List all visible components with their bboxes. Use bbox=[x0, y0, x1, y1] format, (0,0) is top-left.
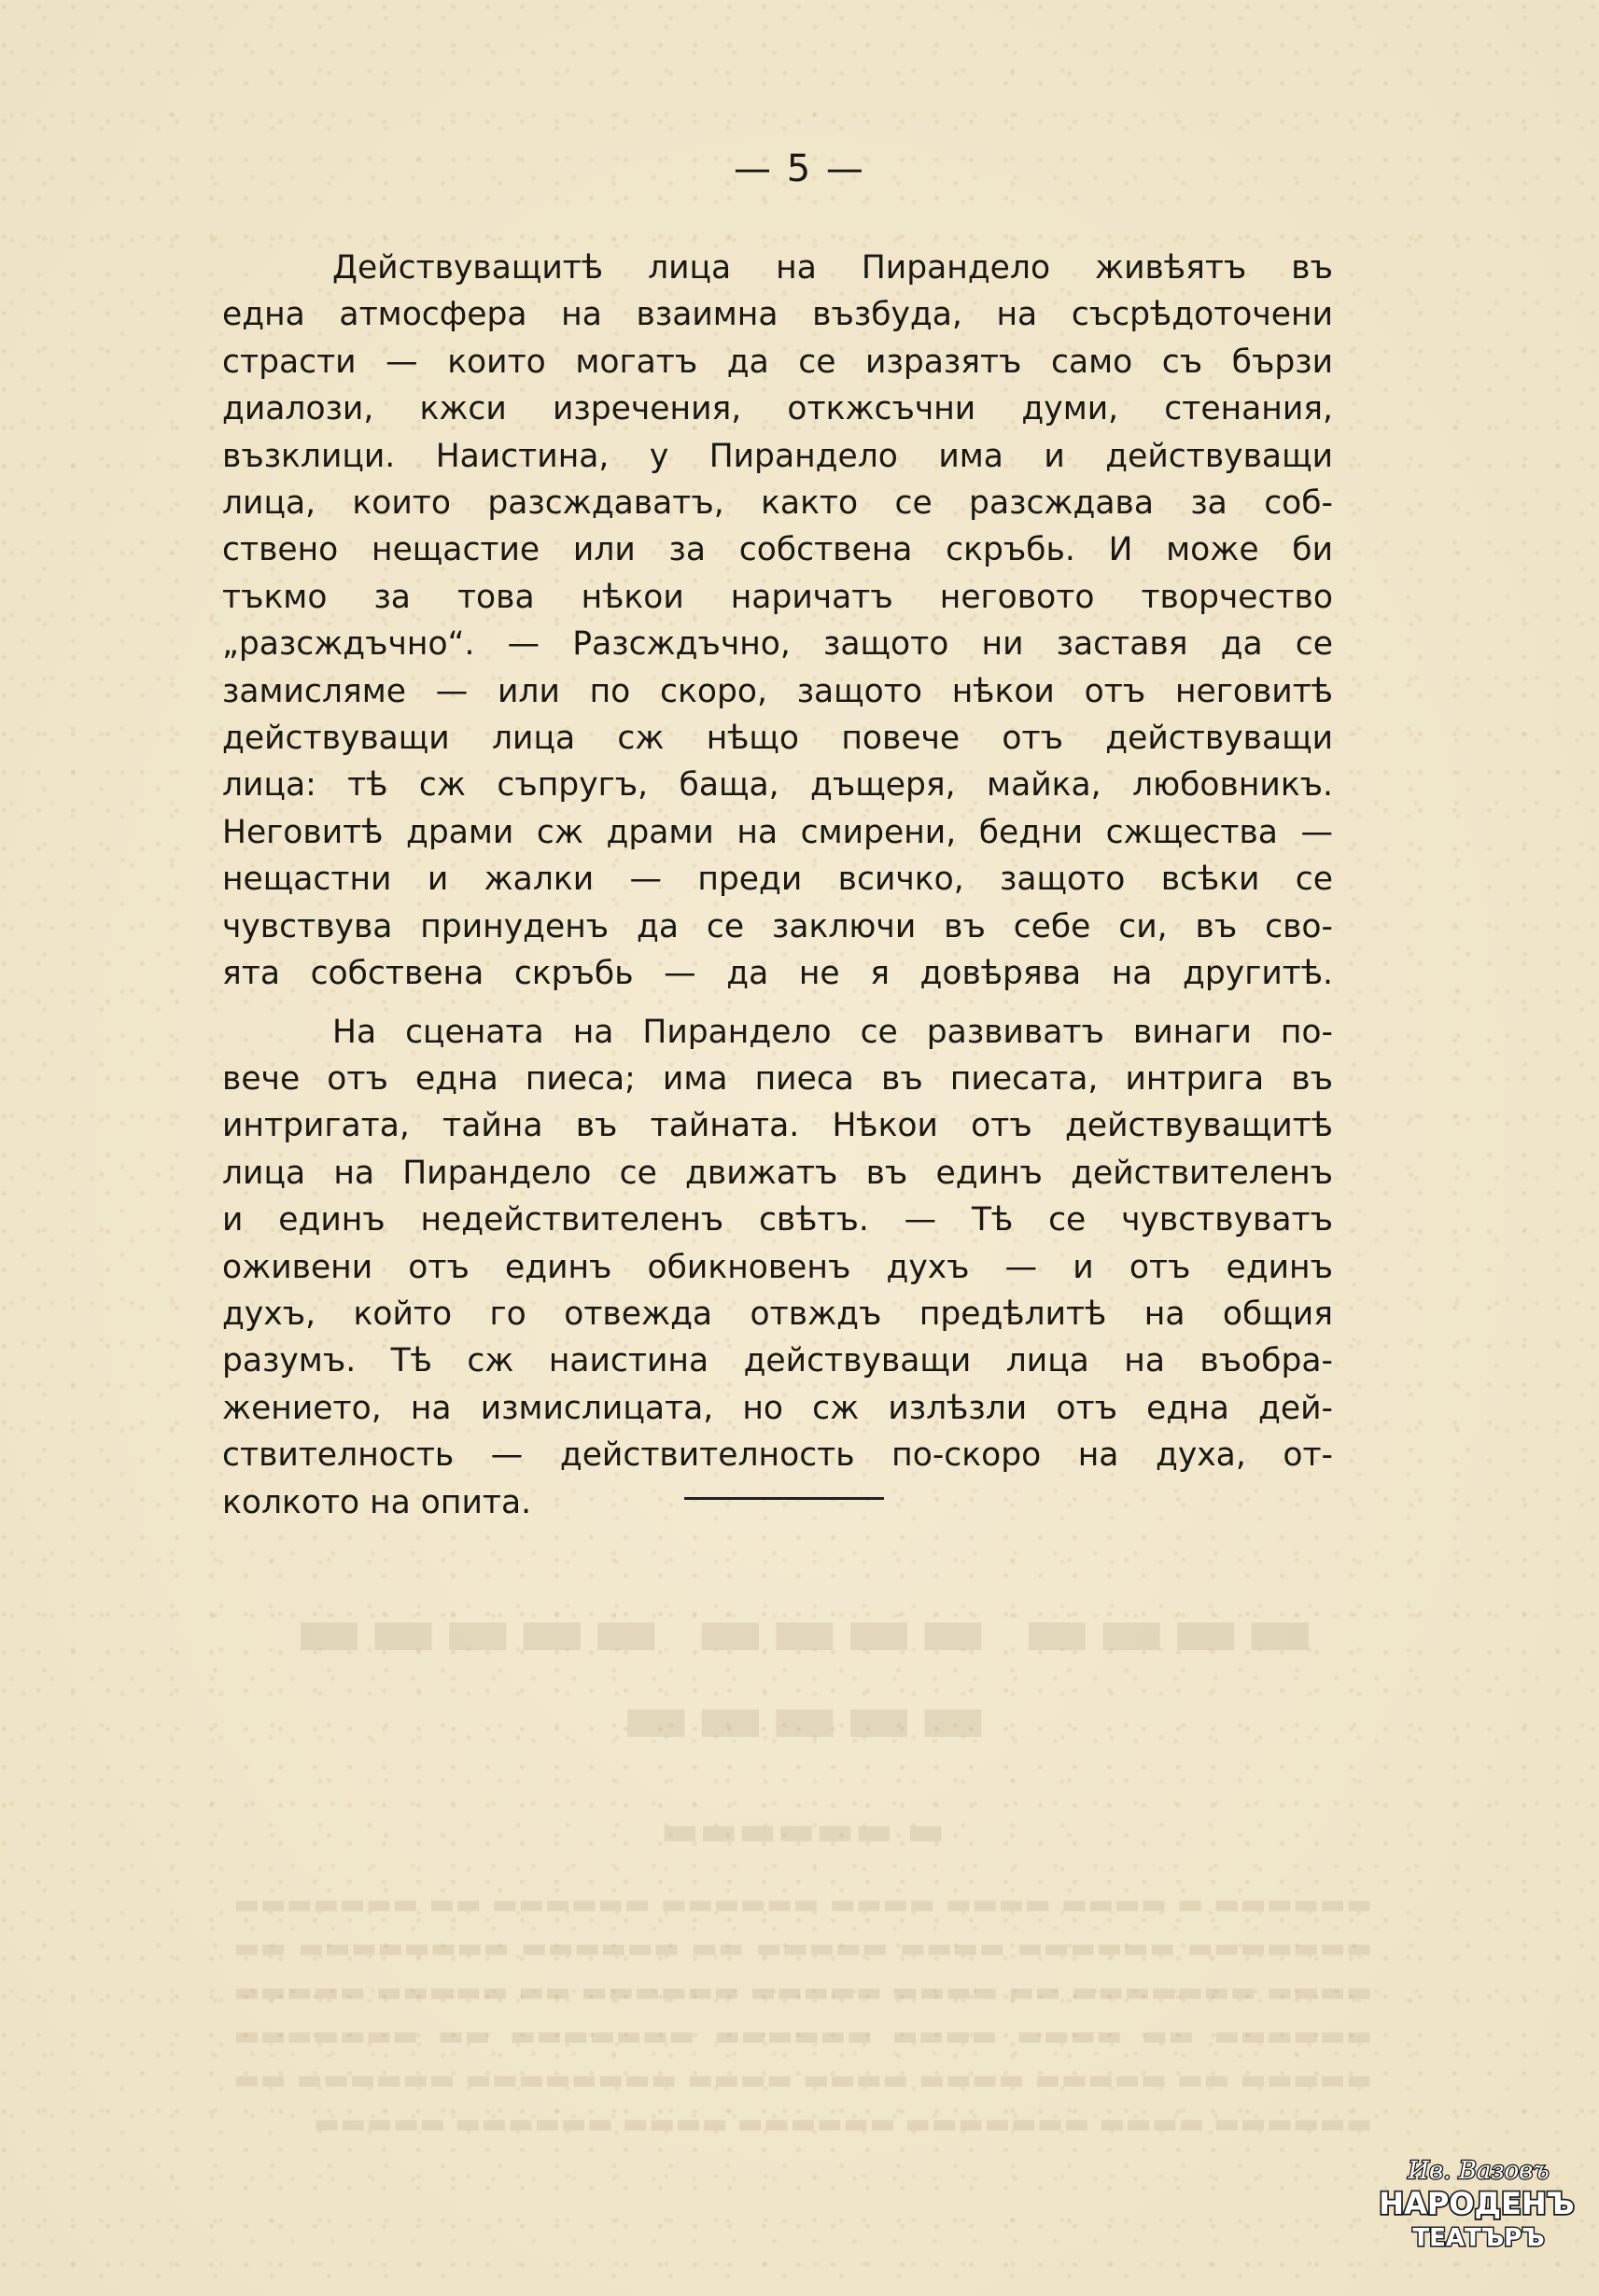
text-line: ята собствена скръбь — да не я довѣрява на другитѣ. bbox=[222, 955, 1333, 993]
text-line: тъкмо за това нѣкои наричатъ неговото творчество bbox=[222, 578, 1333, 616]
text-line: лица, които разсждаватъ, както се разсждава за соб- bbox=[222, 484, 1333, 523]
text-line: жението, на измислицата, но сж излѣзли отъ една дей- bbox=[222, 1389, 1333, 1427]
paragraph-2 bbox=[222, 1009, 1333, 1526]
text-line: ствено нещастие или за собствена скръбь. И може би bbox=[222, 531, 1333, 569]
text-line: Неговитѣ драми сж драми на смирени, бедни сжщества — bbox=[222, 813, 1333, 851]
theatre-stamp bbox=[1379, 2147, 1575, 2259]
text-line: „разсждъчно“. — Разсждъчно, защото ни заставя да се bbox=[222, 625, 1333, 664]
text-line: вече отъ една пиеса; има пиеса въ пиесата, интрига въ bbox=[222, 1059, 1333, 1098]
text-line: лица: тѣ сж съпругъ, баща, дъщеря, майка, любовникъ. bbox=[222, 766, 1333, 805]
section-divider bbox=[684, 1497, 884, 1500]
text-line: и единъ недействителенъ свѣтъ. — Тѣ се чувствуватъ bbox=[222, 1201, 1333, 1239]
body-text bbox=[222, 245, 1333, 1526]
stamp-signature: Ив. Вазовъ bbox=[1408, 2157, 1550, 2185]
text-line: интригата, тайна въ тайната. Нѣкои отъ действуващитѣ bbox=[222, 1107, 1333, 1145]
text-line: една атмосфера на взаимна възбуда, на съсрѣдоточени bbox=[222, 296, 1333, 334]
stamp-line-2: ТЕАТЪРЪ bbox=[1412, 2224, 1545, 2252]
paper-show-through: ▬▬▬▬ ▬▬▬▬ ▬▬▬▬▬ ▬▬▬▬▬ ▬ ▬▬▬▬▬▬ ▬▬▬▬▬▬ ▬ ▬▬▬▬ ▬▬▬▬ ▬▬▬▬ ▬▬▬▬▬▬ ▬▬▬▬▬▬ ▬▬ ▬▬▬▬▬▬▬ ▬▬▬▬▬▬▬ ▬▬▬▬▬▬ ▬▬▬▬ ▬▬▬▬▬ ▬▬ ▬▬▬▬▬▬ ▬▬▬▬▬▬▬▬ ▬▬ ▬▬▬▬ ▬▬▬▬▬▬▬ ▬▬ ▬▬▬▬ ▬▬▬▬▬ ▬▬▬▬▬▬ ▬▬ ▬▬▬▬▬ ▬▬▬▬▬ ▬▬▬▬▬▬ ▬▬ ▬▬▬▬ ▬▬▬▬ ▬▬▬▬▬▬ ▬▬▬▬▬▬▬ ▬▬ ▬▬▬▬▬▬▬ ▬▬▬▬▬ ▬▬ ▬▬▬▬▬ ▬▬▬▬ ▬▬▬▬ ▬▬▬▬ ▬▬▬▬▬▬▬▬ ▬▬▬▬▬▬ ▬▬ ▬▬▬▬▬▬ ▬▬▬▬ ▬▬▬▬▬▬▬ ▬▬▬▬▬▬ ▬▬▬▬ ▬▬▬▬▬▬ ▬▬▬▬▬ bbox=[233, 1587, 1372, 2140]
text-line: Действуващитѣ лица на Пирандело живѣятъ въ bbox=[332, 249, 1333, 287]
text-line: нещастни и жалки — преди всичко, защото всѣки се bbox=[222, 861, 1333, 899]
stamp-line-1: НАРОДЕНЪ bbox=[1379, 2186, 1575, 2221]
text-line: колкото на опита. bbox=[222, 1483, 532, 1521]
text-line: възклици. Наистина, у Пирандело има и действуващи bbox=[222, 437, 1333, 475]
text-line: разумъ. Тѣ сж наистина действуващи лица на въобра- bbox=[222, 1342, 1333, 1380]
text-line: духъ, който го отвежда отвждъ предѣлитѣ на общия bbox=[222, 1295, 1333, 1333]
text-line: диалози, кжси изречения, откжсъчни думи, стенания, bbox=[222, 390, 1333, 428]
paragraph-1 bbox=[222, 245, 1333, 998]
text-line: На сцената на Пирандело се развиватъ винаги по- bbox=[332, 1013, 1333, 1051]
text-line: лица на Пирандело се движатъ въ единъ действителенъ bbox=[222, 1154, 1333, 1192]
text-line: оживени отъ единъ обикновенъ духъ — и отъ единъ bbox=[222, 1248, 1333, 1286]
text-line: замисляме — или по скоро, защото нѣкои отъ неговитѣ bbox=[222, 672, 1333, 710]
page-number: — 5 — bbox=[734, 147, 865, 190]
text-line: ствителность — действителность по-скоро на духа, от- bbox=[222, 1436, 1333, 1475]
text-line: действуващи лица сж нѣщо повече отъ действуващи bbox=[222, 720, 1333, 758]
text-line: чувствува принуденъ да се заключи въ себе си, въ сво- bbox=[222, 907, 1333, 945]
text-line: страсти — които могатъ да се изразятъ само съ бързи bbox=[222, 343, 1333, 381]
